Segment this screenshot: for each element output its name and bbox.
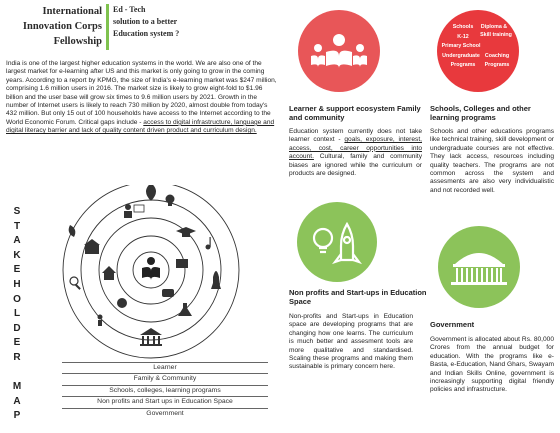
stakeholder-map-title — [10, 205, 24, 424]
title-letter: L — [13, 308, 21, 320]
schools-body: Schools and other educations programs like technical training, skill development or undergraduate courses are not effective. They lack access, resources including quality teachers. The programs are not common across the system and assesments are also very individualistic and not recorded well. — [430, 128, 554, 194]
intro-critical-gaps: access to digital infrastructure, language and digital literacy barrier and lack of quality content driven product and curriculum design. — [6, 118, 275, 135]
nonprofits-circle — [297, 202, 377, 282]
title-letter: E — [13, 337, 21, 349]
org-title-line: Fellowship — [53, 36, 102, 47]
schools-circle — [437, 10, 519, 92]
learner-circle — [298, 10, 380, 92]
title-letter: S — [13, 206, 21, 217]
music-icon — [206, 237, 211, 250]
topic-title-line: solution to a better — [113, 17, 178, 26]
chat-icon — [162, 289, 174, 297]
nonprofits-title: Non profits and Start-ups in Education Space — [289, 288, 427, 306]
graduation-cap-icon — [176, 227, 196, 237]
programs-label: Programs — [484, 62, 510, 68]
header-divider — [106, 4, 109, 50]
house-icon — [102, 266, 116, 280]
legend-item: Family & Community — [62, 373, 268, 384]
title-letter — [10, 366, 24, 381]
learner-title: Learner & support ecosystem Family and community — [289, 104, 421, 122]
org-title-line: International — [42, 6, 102, 17]
topic-title-line: Ed - Tech — [113, 5, 146, 14]
learner-body — [289, 128, 422, 178]
title-letter: A — [13, 235, 21, 247]
title-letter: E — [13, 264, 21, 276]
title-letter: K — [13, 249, 21, 261]
teacher-icon — [124, 204, 144, 218]
primary-school-label: Primary School — [441, 43, 481, 49]
magnifier-icon — [70, 277, 81, 290]
stakeholder-legend — [62, 362, 268, 419]
title-letter: O — [13, 293, 21, 305]
title-letter: P — [13, 410, 21, 422]
leaf-icon — [146, 185, 156, 201]
government-title: Government — [430, 320, 475, 329]
reading-students-icon — [298, 10, 380, 92]
person-icon — [98, 315, 103, 327]
parliament-building-icon — [438, 226, 520, 308]
learner-body-tail: Cultural, family and community biases are ignored while the curriculum or products are designed. — [289, 153, 422, 178]
book-icon — [176, 259, 188, 268]
legend-item: Learner — [62, 362, 268, 373]
legend-item: Non profits and Start ups in Education Space — [62, 396, 268, 407]
title-letter: M — [12, 381, 22, 393]
title-letter: D — [13, 322, 21, 334]
org-title — [6, 4, 102, 49]
learner-body-underlined: goals, exposure, interest, access, cost, career opportunities into account. — [289, 136, 422, 161]
k12-label: K-12 — [457, 34, 469, 40]
government-circle — [438, 226, 520, 308]
ring-nonprofits — [81, 200, 221, 340]
topic-title — [113, 4, 243, 40]
rocket-icon — [211, 271, 221, 289]
school-building-icon — [84, 239, 100, 254]
schools-title: Schools, Colleges and other learning programs — [430, 104, 531, 122]
government-body: Government is allocated about Rs. 80,000 Crores from the annual budget for education. With the programs like e-Basta, e-Education, Nand Ghars, Swayam and Indian Skills Online, government is increasingly supporting digital friendly policies and infrastructure. — [430, 336, 554, 394]
diploma-label: Diploma & — [480, 24, 508, 30]
thinking-head-icon — [117, 298, 127, 308]
reading-person-icon — [142, 257, 160, 280]
idea-bulb-icon — [166, 195, 175, 207]
schools-label: Schools — [452, 24, 474, 30]
government-building-icon — [140, 328, 162, 346]
legend-item: Schools, colleges, learning programs — [62, 385, 268, 396]
rocket-idea-icon — [297, 202, 377, 282]
title-letter: R — [13, 351, 21, 363]
title-letter: T — [13, 220, 21, 232]
legend-item: Government — [62, 408, 268, 419]
programs-label: Programs — [450, 62, 476, 68]
coaching-label: Coaching — [484, 53, 510, 59]
title-letter: A — [13, 395, 21, 407]
undergraduate-label: Undergraduate — [442, 53, 480, 59]
skill-training-label: Skill training — [480, 32, 512, 38]
topic-title-line: Education system ? — [113, 29, 180, 38]
learner-body-text: Education system currently does not take learner context - — [289, 128, 422, 144]
intro-paragraph — [6, 60, 278, 136]
title-letter: H — [13, 278, 21, 290]
intro-text: India is one of the largest higher education systems in the world. We are also one of the largest market for e-learning after US and this market is only going to grow in the coming years. According to a report by KPMG, the size of India's e-learning market was $247 million, comprising 1.6 million users in 2016. The market size is likely to grow eight-fold to $1.96 billion and the user base will grow six times to 9.6 million users by 2021. Growth in the number of Internet users is likely to reach 730 million by 2020, almost double from today's 432 million. But only 15 out of 100 households have access to the Internet according to the World Economic Forum. Critical gaps include - — [6, 60, 277, 126]
nonprofits-body: Non-profits and Start-ups in Education space are developing programs that are changing how one learns. The curriculum is much better and assesment tools are more qualitative and standardised. Scaling these programs and making them sustainable is primary concern here. — [289, 313, 413, 371]
org-title-line: Innovation Corps — [22, 21, 102, 32]
ring-family — [117, 236, 185, 304]
